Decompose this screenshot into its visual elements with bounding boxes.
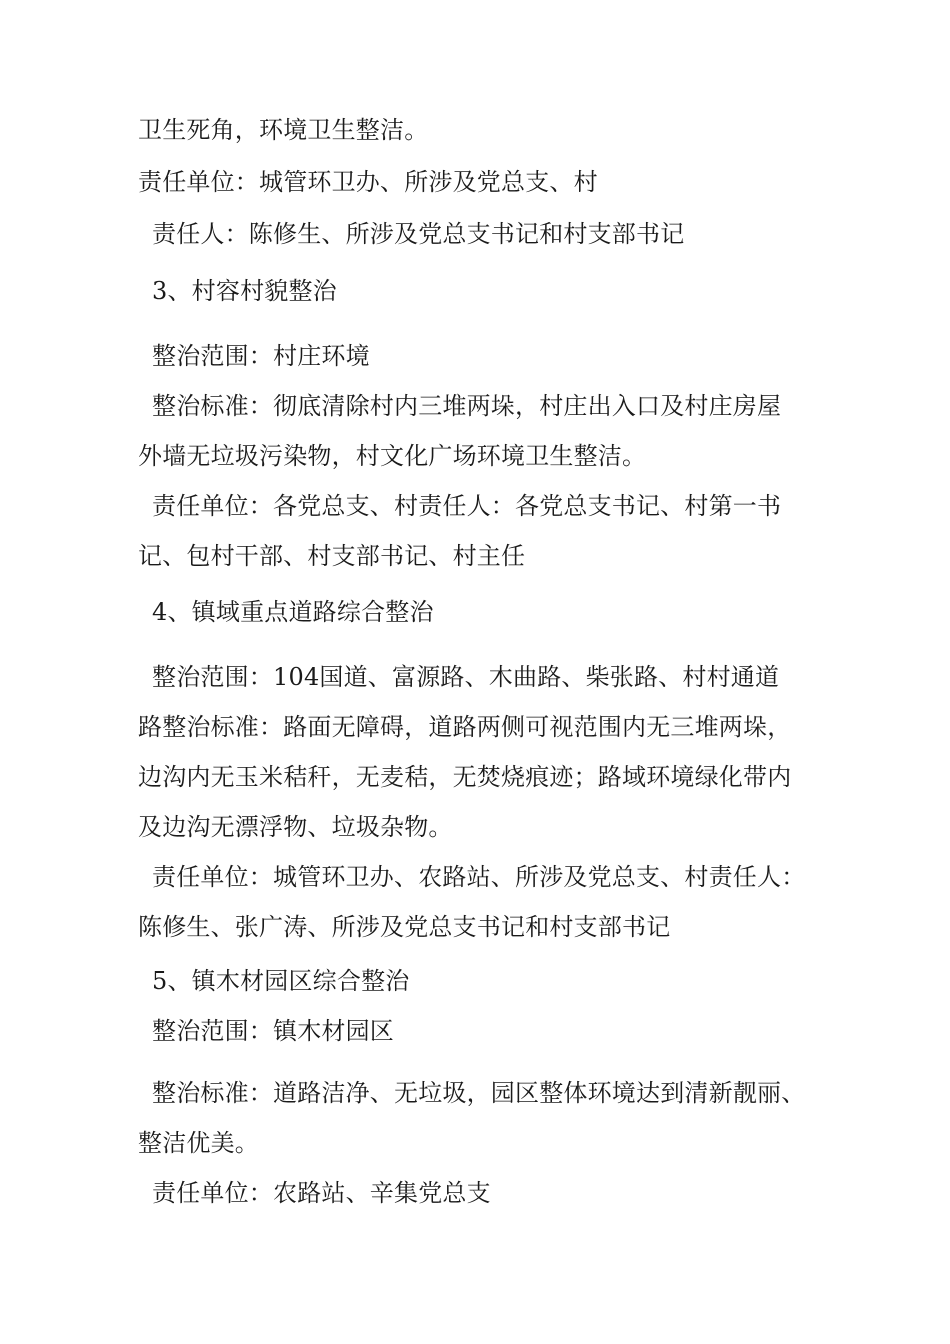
text-line: 责任单位：城管环卫办、所涉及党总支、村 <box>138 168 598 196</box>
text-line: 责任单位：农路站、辛集党总支 <box>152 1179 491 1207</box>
section-heading: 4、镇域重点道路综合整治 <box>152 598 434 626</box>
text-line: 整治标准：彻底清除村内三堆两垛，村庄出入口及村庄房屋 <box>152 392 782 420</box>
text-line: 责任人：陈修生、所涉及党总支书记和村支部书记 <box>152 220 685 248</box>
text-line: 陈修生、张广涛、所涉及党总支书记和村支部书记 <box>138 913 671 941</box>
section-heading: 5、镇木材园区综合整治 <box>152 967 410 995</box>
text-line: 记、包村干部、村支部书记、村主任 <box>138 542 526 570</box>
text-line: 整洁优美。 <box>138 1129 259 1157</box>
text-line: 路整治标准：路面无障碍，道路两侧可视范围内无三堆两垛， <box>138 713 792 741</box>
text-line: 卫生死角，环境卫生整洁。 <box>138 116 429 144</box>
text-line: 整治标准：道路洁净、无垃圾，园区整体环境达到清新靓丽、 <box>152 1079 806 1107</box>
text-line: 整治范围：104国道、富源路、木曲路、柴张路、村村通道 <box>152 663 780 691</box>
text-line: 及边沟无漂浮物、垃圾杂物。 <box>138 813 453 841</box>
section-heading: 3、村容村貌整治 <box>152 277 337 305</box>
text-line: 外墙无垃圾污染物，村文化广场环境卫生整洁。 <box>138 442 647 470</box>
text-line: 边沟内无玉米秸秆，无麦秸，无焚烧痕迹；路域环境绿化带内 <box>138 763 792 791</box>
text-line: 责任单位：各党总支、村责任人：各党总支书记、村第一书 <box>152 492 782 520</box>
text-line: 责任单位：城管环卫办、农路站、所涉及党总支、村责任人： <box>152 863 806 891</box>
text-line: 整治范围：村庄环境 <box>152 342 370 370</box>
text-line: 整治范围：镇木材园区 <box>152 1017 394 1045</box>
